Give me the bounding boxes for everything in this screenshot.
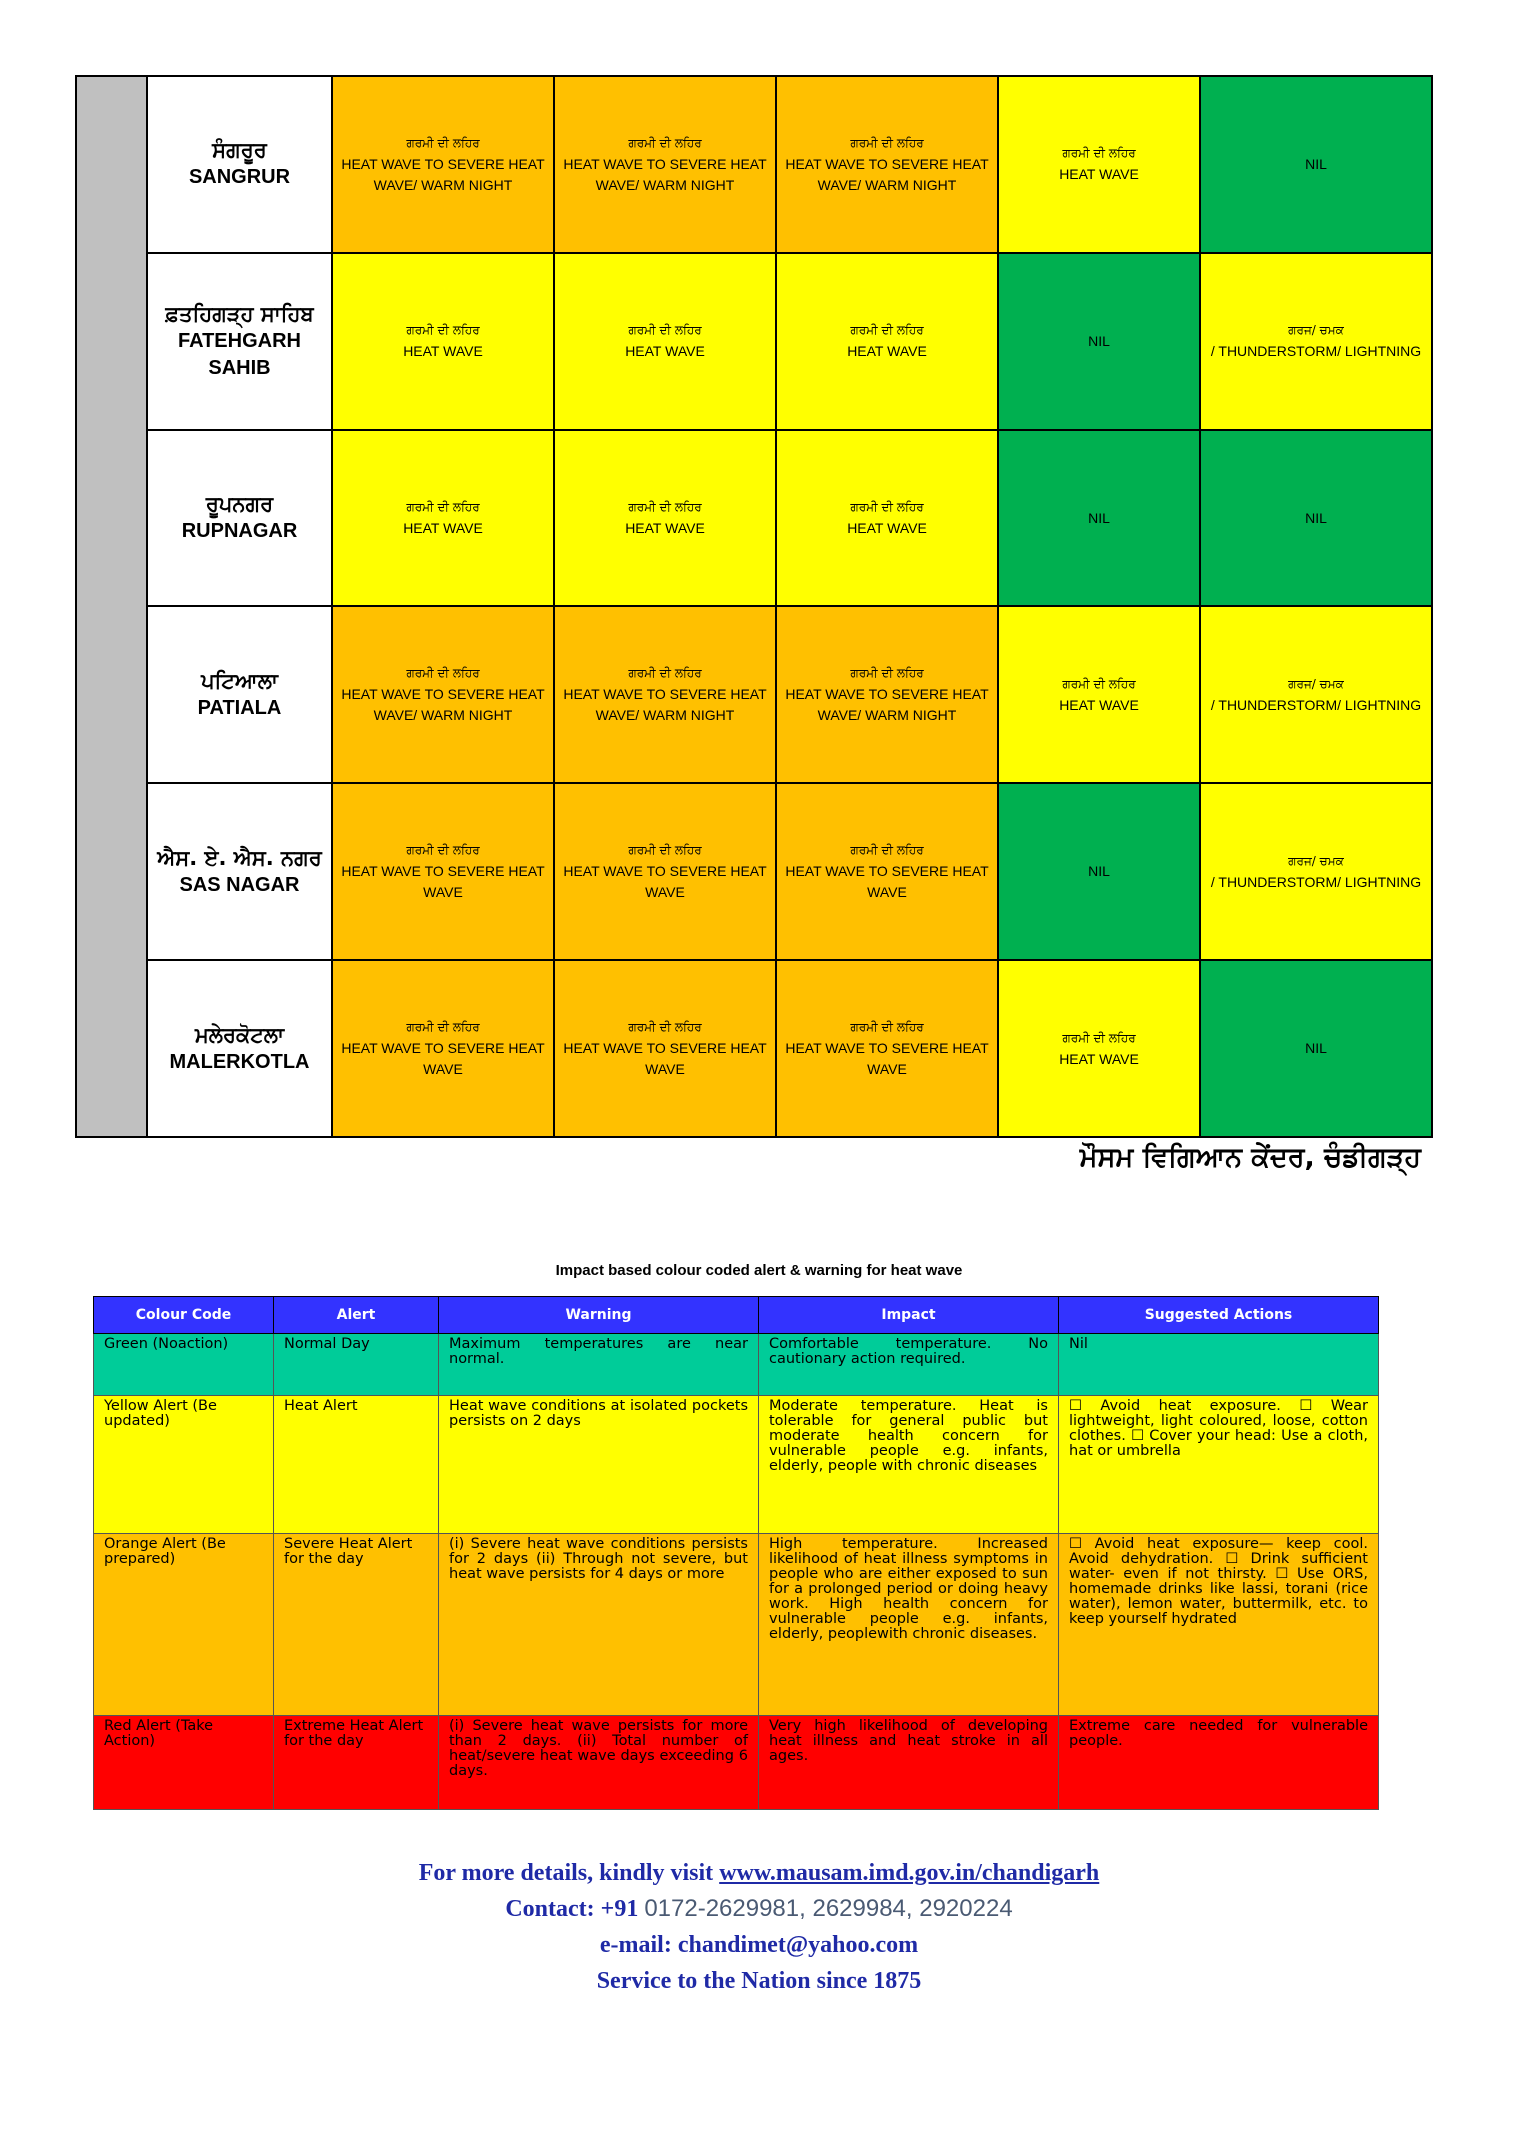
district-name: [148, 254, 333, 429]
forecast-cell: [777, 431, 999, 606]
legend-cell: Moderate temperature. Heat is tolerable for general public but moderate health concern for vulnerable people e.g. infants, elderly, people with chronic diseases: [759, 1396, 1059, 1534]
legend-cell: Heat wave conditions at isolated pockets persists on 2 days: [439, 1396, 759, 1534]
legend-header: Alert: [274, 1297, 439, 1334]
forecast-cell: [333, 254, 555, 429]
alert-legend-table: [93, 1296, 1379, 1810]
forecast-table: [75, 75, 1433, 1138]
district-name-pa: ਸੰਗਰੂਰ: [212, 138, 267, 163]
forecast-cell: [333, 77, 555, 252]
warning-pa: ਗਰਮੀ ਦੀ ਲਹਿਰ: [406, 666, 480, 681]
warning-en: HEAT WAVE TO SEVERE HEAT WAVE/ WARM NIGHT: [341, 686, 545, 724]
legend-cell: Comfortable temperature. No cautionary action required.: [759, 1334, 1059, 1396]
district-name: [148, 77, 333, 252]
forecast-cell: [777, 77, 999, 252]
forecast-cell: [555, 784, 777, 959]
warning-en: HEAT WAVE: [1059, 696, 1139, 713]
legend-cell: Heat Alert: [274, 1396, 439, 1534]
legend-cell: Nil: [1059, 1334, 1379, 1396]
forecast-cell: [1201, 431, 1431, 606]
forecast-cell: [999, 77, 1201, 252]
warning-en: NIL: [1305, 155, 1327, 172]
warning-pa: ਗਰਮੀ ਦੀ ਲਹਿਰ: [628, 135, 702, 150]
legend-title: Impact based colour coded alert & warning for heat wave: [555, 1262, 963, 1279]
contact-line: [0, 1891, 1518, 1927]
warning-pa: ਗਰਮੀ ਦੀ ਲਹਿਰ: [1062, 146, 1136, 161]
warning-en: NIL: [1088, 509, 1110, 526]
legend-cell: Yellow Alert (Be updated): [94, 1396, 274, 1534]
legend-header: Impact: [759, 1297, 1059, 1334]
warning-pa: ਗਰਮੀ ਦੀ ਲਹਿਰ: [406, 843, 480, 858]
legend-cell: Orange Alert (Be prepared): [94, 1534, 274, 1716]
legend-cell: High temperature. Increased likelihood of heat illness symptoms in people who are either exposed to sun for a prolonged period or doing heavy work. High health concern for vulnerable people e.g. infants, elderly, peoplewith chronic diseases.: [759, 1534, 1059, 1716]
legend-header: Colour Code: [94, 1297, 274, 1334]
legend-header: Suggested Actions: [1059, 1297, 1379, 1334]
forecast-row: [148, 961, 1431, 1136]
forecast-cell: [555, 961, 777, 1136]
legend-cell: Severe Heat Alert for the day: [274, 1534, 439, 1716]
warning-en: HEAT WAVE: [403, 343, 483, 360]
forecast-row: [148, 254, 1431, 431]
forecast-cell: [333, 961, 555, 1136]
warning-pa: ਗਰਮੀ ਦੀ ਲਹਿਰ: [850, 1020, 924, 1035]
district-name-en: FATEHGARH SAHIB: [178, 329, 301, 379]
warning-en: / THUNDERSTORM/ LIGHTNING: [1210, 873, 1422, 890]
website-link[interactable]: www.mausam.imd.gov.in/chandigarh: [719, 1860, 1100, 1886]
warning-pa: ਗਰਮੀ ਦੀ ਲਹਿਰ: [850, 666, 924, 681]
warning-en: HEAT WAVE TO SEVERE HEAT WAVE: [341, 863, 545, 901]
warning-en: NIL: [1305, 509, 1327, 526]
imd-signature: ਮੌਸਮ ਵਿਗਿਆਨ ਕੇਂਦਰ, ਚੰਡੀਗੜ੍ਹ: [1079, 1142, 1421, 1173]
legend-row: [94, 1396, 1379, 1534]
legend-row: [94, 1716, 1379, 1810]
forecast-cell: [1201, 254, 1431, 429]
forecast-cell: [777, 961, 999, 1136]
warning-pa: ਗਰਮੀ ਦੀ ਲਹਿਰ: [406, 1020, 480, 1035]
warning-pa: ਗਰਮੀ ਦੀ ਲਹਿਰ: [850, 135, 924, 150]
forecast-cell: [1201, 961, 1431, 1136]
warning-pa: ਗਰਮੀ ਦੀ ਲਹਿਰ: [850, 323, 924, 338]
district-name-pa: ਰੂਪਨਗਰ: [205, 492, 274, 517]
service-line: Service to the Nation since 1875: [596, 1968, 922, 1994]
legend-row: [94, 1334, 1379, 1396]
contact-prefix: Contact: +91: [505, 1896, 645, 1922]
district-name-en: SANGRUR: [188, 166, 291, 189]
district-name-en: MALERKOTLA: [169, 1050, 310, 1073]
forecast-cell: [1201, 784, 1431, 959]
legend-header: Warning: [439, 1297, 759, 1334]
warning-pa: ਗਰਮੀ ਦੀ ਲਹਿਰ: [628, 500, 702, 515]
forecast-cell: [333, 784, 555, 959]
warning-en: NIL: [1088, 332, 1110, 349]
warning-pa: ਗਰਮੀ ਦੀ ਲਹਿਰ: [628, 323, 702, 338]
forecast-row: [148, 784, 1431, 961]
forecast-cell: [555, 254, 777, 429]
warning-pa: ਗਰਜ/ ਚਮਕ: [1288, 853, 1344, 868]
district-name-pa: ਫ਼ਤਹਿਗੜ੍ਹ ਸਾਹਿਬ: [165, 301, 314, 326]
footer: [0, 1855, 1518, 1999]
legend-cell: (i) Severe heat wave conditions persists for 2 days (ii) Through not severe, but heat wave persists for 4 days or more: [439, 1534, 759, 1716]
warning-en: / THUNDERSTORM/ LIGHTNING: [1210, 343, 1422, 360]
warning-en: HEAT WAVE TO SEVERE HEAT WAVE/ WARM NIGHT: [341, 155, 545, 193]
warning-en: HEAT WAVE: [1059, 166, 1139, 183]
warning-en: HEAT WAVE: [625, 520, 705, 537]
forecast-cell: [1201, 77, 1431, 252]
legend-cell: ☐ Avoid heat exposure. ☐ Wear lightweight, light coloured, loose, cotton clothes. ☐ Cover your head: Use a cloth, hat or umbrella: [1059, 1396, 1379, 1534]
warning-en: / THUNDERSTORM/ LIGHTNING: [1210, 696, 1422, 713]
warning-en: HEAT WAVE TO SEVERE HEAT WAVE/ WARM NIGHT: [785, 686, 989, 724]
contact-phones: 0172-2629981, 2629984, 2920224: [644, 1895, 1013, 1922]
warning-en: HEAT WAVE TO SEVERE HEAT WAVE/ WARM NIGHT: [563, 686, 767, 724]
warning-en: HEAT WAVE: [625, 343, 705, 360]
district-name-en: RUPNAGAR: [181, 520, 298, 543]
warning-pa: ਗਰਮੀ ਦੀ ਲਹਿਰ: [850, 843, 924, 858]
warning-en: HEAT WAVE: [847, 520, 927, 537]
forecast-rows: [148, 77, 1431, 1136]
warning-en: HEAT WAVE TO SEVERE HEAT WAVE: [785, 1040, 989, 1078]
forecast-cell: [999, 784, 1201, 959]
email-line: e-mail: chandimet@yahoo.com: [599, 1932, 919, 1958]
legend-header-row: [94, 1297, 1379, 1334]
warning-pa: ਗਰਮੀ ਦੀ ਲਹਿਰ: [406, 323, 480, 338]
legend-cell: Extreme care needed for vulnerable people.: [1059, 1716, 1379, 1810]
warning-en: HEAT WAVE TO SEVERE HEAT WAVE: [563, 1040, 767, 1078]
forecast-cell: [999, 961, 1201, 1136]
warning-pa: ਗਰਜ/ ਚਮਕ: [1288, 323, 1344, 338]
legend-cell: (i) Severe heat wave persists for more than 2 days. (ii) Total number of heat/severe heat wave days exceeding 6 days.: [439, 1716, 759, 1810]
warning-pa: ਗਰਜ/ ਚਮਕ: [1288, 676, 1344, 691]
district-name-en: PATIALA: [197, 696, 282, 719]
district-name: [148, 607, 333, 782]
warning-en: HEAT WAVE TO SEVERE HEAT WAVE: [341, 1040, 545, 1078]
legend-cell: Red Alert (Take Action): [94, 1716, 274, 1810]
forecast-row: [148, 431, 1431, 608]
district-name-pa: ਮਲੇਰਕੋਟਲਾ: [194, 1022, 285, 1047]
district-name-en: SAS NAGAR: [179, 873, 300, 896]
warning-en: HEAT WAVE TO SEVERE HEAT WAVE: [785, 863, 989, 901]
legend-cell: Green (Noaction): [94, 1334, 274, 1396]
district-name: [148, 784, 333, 959]
legend-cell: ☐ Avoid heat exposure— keep cool. Avoid dehydration. ☐ Drink sufficient water- even if not thirsty. ☐ Use ORS, homemade drinks like lassi, torani (rice water), lemon water, buttermilk, etc. to keep yourself hydrated: [1059, 1534, 1379, 1716]
forecast-cell: [333, 431, 555, 606]
warning-en: NIL: [1305, 1040, 1327, 1057]
forecast-cell: [999, 607, 1201, 782]
district-name: [148, 961, 333, 1136]
warning-pa: ਗਰਮੀ ਦੀ ਲਹਿਰ: [1062, 1030, 1136, 1045]
side-bar: [77, 77, 148, 1136]
warning-pa: ਗਰਮੀ ਦੀ ਲਹਿਰ: [406, 135, 480, 150]
forecast-cell: [555, 607, 777, 782]
warning-en: HEAT WAVE: [847, 343, 927, 360]
legend-cell: Normal Day: [274, 1334, 439, 1396]
warning-en: NIL: [1088, 863, 1110, 880]
forecast-cell: [777, 607, 999, 782]
warning-en: HEAT WAVE: [1059, 1050, 1139, 1067]
district-name-pa: ਪਟਿਆਲਾ: [201, 668, 278, 693]
district-name-pa: ਐਸ. ਏ. ਐਸ. ਨਗਰ: [157, 845, 322, 870]
forecast-row: [148, 607, 1431, 784]
forecast-cell: [777, 254, 999, 429]
forecast-cell: [555, 431, 777, 606]
legend-body: [94, 1334, 1379, 1810]
warning-pa: ਗਰਮੀ ਦੀ ਲਹਿਰ: [406, 500, 480, 515]
legend-cell: Extreme Heat Alert for the day: [274, 1716, 439, 1810]
details-prefix: For more details, kindly visit: [418, 1860, 720, 1886]
legend-row: [94, 1534, 1379, 1716]
forecast-row: [148, 77, 1431, 254]
warning-en: HEAT WAVE TO SEVERE HEAT WAVE/ WARM NIGHT: [563, 155, 767, 193]
warning-en: HEAT WAVE: [403, 520, 483, 537]
forecast-cell: [999, 431, 1201, 606]
forecast-cell: [555, 77, 777, 252]
forecast-cell: [1201, 607, 1431, 782]
forecast-cell: [333, 607, 555, 782]
warning-pa: ਗਰਮੀ ਦੀ ਲਹਿਰ: [850, 500, 924, 515]
forecast-cell: [777, 784, 999, 959]
forecast-cell: [999, 254, 1201, 429]
legend-cell: Very high likelihood of developing heat illness and heat stroke in all ages.: [759, 1716, 1059, 1810]
warning-en: HEAT WAVE TO SEVERE HEAT WAVE: [563, 863, 767, 901]
warning-pa: ਗਰਮੀ ਦੀ ਲਹਿਰ: [628, 666, 702, 681]
warning-pa: ਗਰਮੀ ਦੀ ਲਹਿਰ: [628, 1020, 702, 1035]
warning-pa: ਗਰਮੀ ਦੀ ਲਹਿਰ: [1062, 676, 1136, 691]
district-name: [148, 431, 333, 606]
warning-en: HEAT WAVE TO SEVERE HEAT WAVE/ WARM NIGHT: [785, 155, 989, 193]
legend-cell: Maximum temperatures are near normal.: [439, 1334, 759, 1396]
warning-pa: ਗਰਮੀ ਦੀ ਲਹਿਰ: [628, 843, 702, 858]
details-line: [0, 1855, 1518, 1891]
